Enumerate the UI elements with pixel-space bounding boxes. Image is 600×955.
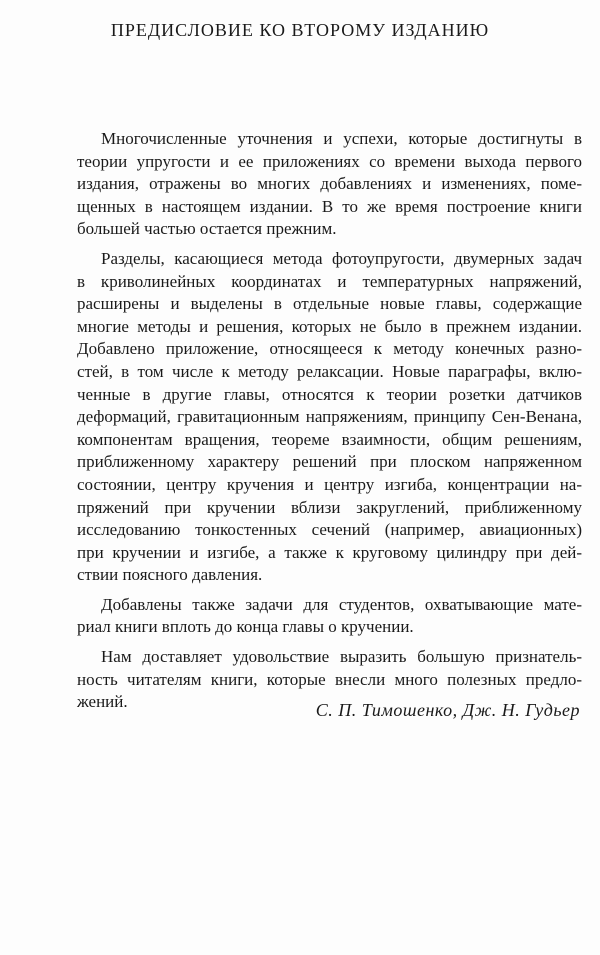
text-line: при кручении и изгибе, а также к круговому цилиндру при дей- — [77, 542, 582, 562]
text-line: стей, в том числе к методу релаксации. Новые параграфы, вклю- — [77, 361, 582, 381]
text-line: большей частью остается прежним. — [77, 219, 337, 239]
text-line: Многочисленные уточнения и успехи, которые достигнуты в — [101, 129, 582, 148]
text-line: щенных в настоящем издании. В то же время построение книги — [77, 196, 582, 216]
text-line: риал книги вплоть до конца главы о кручении. — [77, 617, 414, 637]
preface-body — [77, 128, 582, 721]
text-line: приближенному характеру решений при плоском напряженном — [77, 452, 582, 472]
text-line: состоянии, центру кручения и центру изгиба, концентрации на- — [77, 474, 582, 494]
text-line: исследованию тонкостенных сечений (например, авиационных) — [77, 520, 582, 540]
text-line: Добавлены также задачи для студентов, охватывающие мате- — [101, 594, 582, 614]
text-line: ность читателям книги, которые внесли много полезных предло- — [77, 669, 582, 689]
text-line: жений. — [77, 692, 128, 712]
text-line: пряжений при кручении вблизи закруглений, приближенному — [77, 497, 582, 517]
text-line: теории упругости и ее приложениях со времени выхода первого — [77, 151, 582, 171]
text-line: в криволинейных координатах и температурных напряжений, — [77, 271, 582, 291]
page-title: ПРЕДИСЛОВИЕ КО ВТОРОМУ ИЗДАНИЮ — [110, 20, 490, 40]
text-line: расширены и выделены в отдельные новые главы, содержащие — [77, 294, 582, 314]
text-line: Нам доставляет удовольствие выразить большую признатель- — [101, 647, 582, 667]
text-line: ствии поясного давления. — [77, 565, 263, 585]
paragraph-1 — [77, 128, 582, 241]
text-line: компонентам вращения, теореме взаимности, общим решениям, — [77, 429, 582, 449]
paragraph-2 — [77, 248, 582, 587]
text-line: издания, отражены во многих добавлениях и изменениях, поме- — [77, 174, 582, 194]
text-line: деформаций, гравитационным напряжениям, принципу Сен-Венана, — [77, 407, 582, 427]
text-line: многие методы и решения, которых не было в прежнем издании. — [77, 316, 582, 336]
text-line: Добавлено приложение, относящееся к методу конечных разно- — [77, 339, 582, 359]
text-line: Разделы, касающиеся метода фотоупругости, двумерных задач — [101, 248, 582, 268]
authors-signature: С. П. Тимошенко, Дж. Н. Гудьер — [315, 700, 580, 720]
text-line: ченные в другие главы, относятся к теории розетки датчиков — [77, 384, 582, 404]
paragraph-3 — [77, 594, 582, 639]
